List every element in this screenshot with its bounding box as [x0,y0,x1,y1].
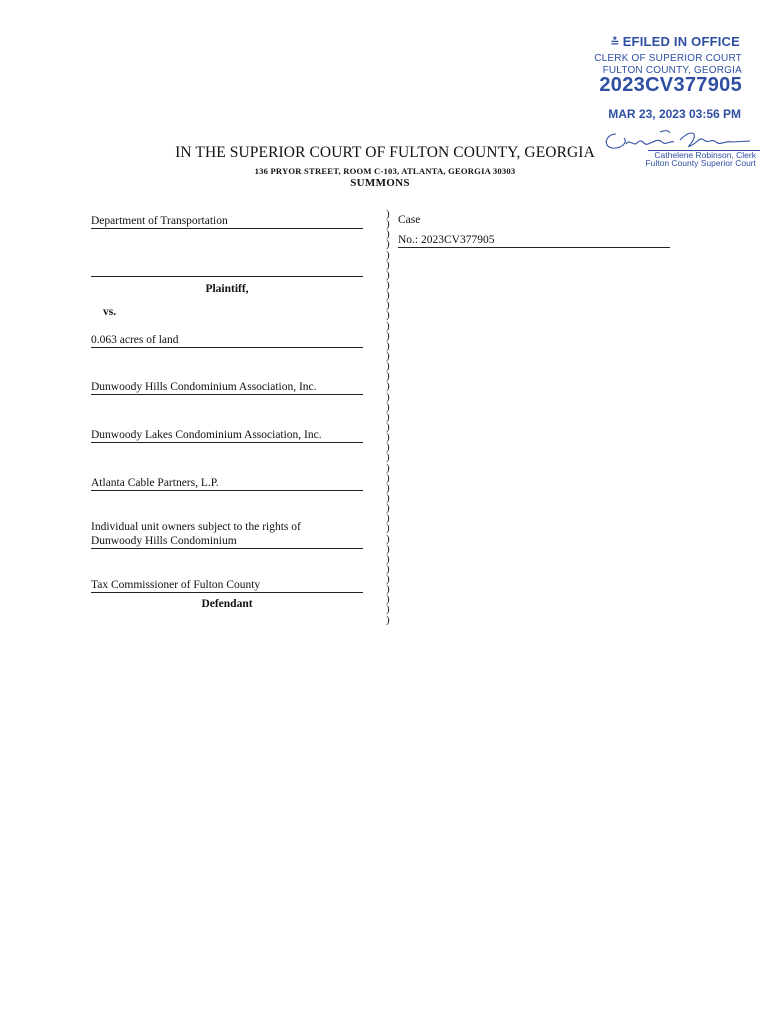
document-type: SUMMONS [350,177,410,189]
plaintiff-label: Plaintiff, [205,283,249,295]
stamp-county-line: FULTON COUNTY, GEORGIA [602,65,742,76]
stamp-signer-title: Fulton County Superior Court [645,158,756,168]
defendant-2: Dunwoody Hills Condominium Association, Inc. [91,380,363,395]
stamp-clerk-line: CLERK OF SUPERIOR COURT [594,53,742,64]
efile-icon: ≛ [610,37,620,49]
court-address: 136 PRYOR STREET, ROOM C-103, ATLANTA, GEORGIA 30303 [254,166,516,176]
defendant-5-line-2: Dunwoody Hills Condominium [91,534,363,549]
plaintiff-blank-line [91,262,363,277]
stamp-signer-name: Cathelene Robinson, Clerk [654,150,756,160]
paren-separator-column: ) ) ) ) ) ) ) ) ) ) ) ) ) ) ) ) ) ) ) ) ) ) ) ) ) ) ) ) ) ) ) ) ) ) ) ) ) ) ) ) ) [386,208,390,626]
defendant-1: 0.063 acres of land [91,333,363,348]
defendant-5-line-1: Individual unit owners subject to the rights of [91,521,301,533]
stamp-datetime: MAR 23, 2023 03:56 PM [608,107,741,121]
defendant-4: Atlanta Cable Partners, L.P. [91,476,363,491]
efile-heading-text: EFILED IN OFFICE [622,34,740,49]
stamp-case-number: 2023CV377905 [599,74,742,96]
plaintiff-name: Department of Transportation [91,214,363,229]
case-label: Case [398,214,421,226]
efile-stamp-heading [600,34,740,49]
defendant-6: Tax Commissioner of Fulton County [91,578,363,593]
defendant-label: Defendant [201,598,253,610]
defendant-3: Dunwoody Lakes Condominium Association, Inc. [91,428,363,443]
court-title: IN THE SUPERIOR COURT OF FULTON COUNTY, GEORGIA [175,144,595,161]
versus-label: vs. [103,306,117,318]
case-number: No.: 2023CV377905 [398,234,670,248]
